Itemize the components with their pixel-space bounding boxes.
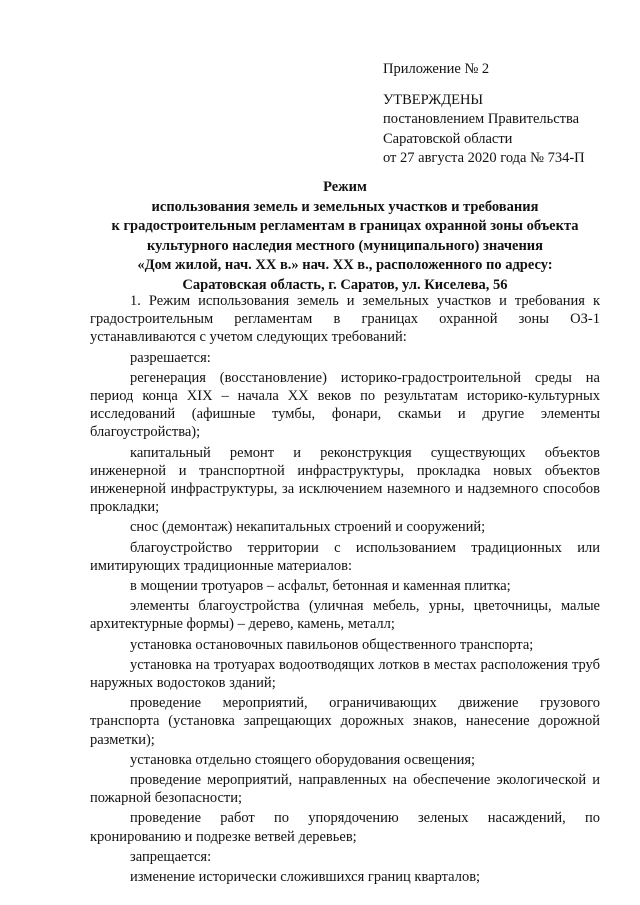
approved-by-line-2: Саратовской области [383,130,513,147]
document-title [90,178,600,295]
title-line-2: к градостроительным регламентам в границах охранной зоны объекта [111,218,579,234]
paragraph: запрещается: [130,848,212,865]
approval-block [383,60,585,169]
paragraph: благоустройство территории с использованием традиционных или имитирующих традиционные материалов: [90,539,600,574]
title-line-1: использования земель и земельных участков и требования [151,198,539,215]
paragraph: проведение мероприятий, направленных на обеспечение экологической и пожарной безопасности; [90,772,600,807]
paragraph: установка на тротуарах водоотводящих лотков в местах расположения труб наружных водостоков зданий; [90,656,600,692]
paragraph: элементы благоустройства (уличная мебель, урны, цветочницы, малые архитектурные формы) – дерево, камень, металл; [90,598,600,633]
paragraph: изменение исторически сложившихся границ кварталов; [130,869,481,886]
approved-date: от 27 августа 2020 года № 734-П [383,150,585,166]
paragraph: снос (демонтаж) некапитальных строений и сооружений; [130,519,486,536]
paragraph: разрешается: [130,349,211,366]
title-line-4: «Дом жилой, нач. XX в.» нач. XX в., расположенного по адресу: [137,257,553,273]
title-line-3: культурного наследия местного (муниципального) значения [146,237,544,254]
paragraph: установка отдельно стоящего оборудования освещения; [130,751,476,768]
document-body [90,292,600,886]
title-regime: Режим [323,179,367,195]
paragraph: 1. Режим использования земель и земельных участков и требования к градостроительным регламентам в границах охранной зоны ОЗ-1 устанавливаются с учетом следующих требований: [90,293,600,346]
title-line-5: Саратовская область, г. Саратов, ул. Киселева, 56 [182,276,508,293]
approved-by-line-1: постановлением Правительства [383,111,580,127]
annex-label: Приложение № 2 [383,61,490,77]
paragraph: установка остановочных павильонов общественного транспорта; [130,636,534,653]
paragraph: регенерация (восстановление) историко-градостроительной среды на период конца XIX – начала XX веков по результатам историко-культурных исследований (афишные тумбы, фонари, скамьи и другие элементы благоустройства); [90,369,600,441]
paragraph: в мощении тротуаров – асфальт, бетонная и каменная плитка; [130,578,511,595]
paragraph: проведение работ по упорядочению зеленых насаждений, по кронированию и подрезке ветвей деревьев; [90,810,600,845]
paragraph: проведение мероприятий, ограничивающих движение грузового транспорта (установка запрещающих дорожных знаков, нанесение дорожной разметки); [90,695,600,748]
approved-heading: УТВЕРЖДЕНЫ [383,91,484,108]
paragraph: капитальный ремонт и реконструкция существующих объектов инженерной и транспортной инфраструктуры, прокладка новых объектов инженерной инфраструктуры, за исключением наземного и надземного способов прокладки; [90,444,600,516]
